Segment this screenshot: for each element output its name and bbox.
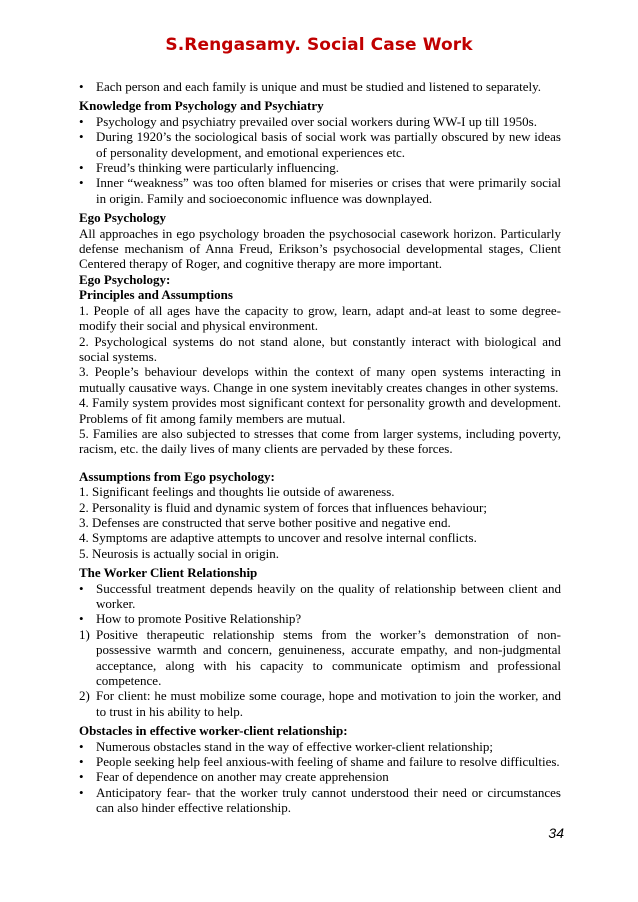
obstacles-bullet: • People seeking help feel anxious-with feeling of shame and failure to resolve difficulties. xyxy=(79,754,561,769)
psychology-bullet: • Freud’s thinking were particularly influencing. xyxy=(79,160,561,175)
relationship-numbered-item xyxy=(79,627,561,689)
page-header-title: S.Rengasamy. Social Case Work xyxy=(165,35,473,55)
principles-subheading: Principles and Assumptions xyxy=(79,287,233,303)
principle-item: 1. People of all ages have the capacity to grow, learn, adapt and-at least to some degree-modify their social and physical environment. xyxy=(79,302,561,334)
item-text: For client: he must mobilize some courage, hope and motivation to join the worker, and to trust in his ability to help. xyxy=(96,688,561,719)
ego-psychology-heading-2: Ego Psychology: xyxy=(79,271,171,287)
relationship-bullet: • How to promote Positive Relationship? xyxy=(79,611,561,626)
assumption-item: 2. Personality is fluid and dynamic system of forces that influences behaviour; xyxy=(79,499,487,515)
assumption-item: 3. Defenses are constructed that serve bother positive and negative end. xyxy=(79,514,451,530)
item-text: Positive therapeutic relationship stems from the worker’s demonstration of non-possessive warmth and concern, genuineness, accurate empathy, and non-judgmental acceptance, along with his capacity to communicate optimism and professional competence. xyxy=(96,626,561,689)
ego-psychology-heading: Ego Psychology xyxy=(79,210,167,226)
obstacles-bullet: • Anticipatory fear- that the worker truly cannot understood their need or circumstances can also hinder effective relationship. xyxy=(79,785,561,816)
principle-item: 4. Family system provides most significant context for personality growth and development. Problems of fit among family members are mutual. xyxy=(79,395,561,426)
ego-psychology-paragraph: All approaches in ego psychology broaden the psychosocial casework horizon. Particularly defense mechanism of Anna Freud, Erikson’s psychosocial developmental stages, Client Centered therapy of Roger, and cognitive therapy are more important. xyxy=(79,225,561,272)
assumption-item: 5. Neurosis is actually social in origin. xyxy=(79,545,280,561)
psychology-heading: Knowledge from Psychology and Psychiatry xyxy=(79,98,324,114)
psychology-bullet: • Psychology and psychiatry prevailed over social workers during WW-I up till 1950s. xyxy=(79,114,561,129)
obstacles-heading: Obstacles in effective worker-client relationship: xyxy=(79,723,348,739)
principle-item: 2. Psychological systems do not stand alone, but constantly interact with biological and social systems. xyxy=(79,333,561,364)
intro-bullet: • Each person and each family is unique and must be studied and listened to separately. xyxy=(79,79,561,94)
item-number: 1) xyxy=(79,626,90,642)
psychology-bullet: • During 1920’s the sociological basis of social work was partially obscured by new ideas of personality development, and emotional experiences etc. xyxy=(79,129,561,160)
psychology-bullet: • Inner “weakness” was too often blamed for miseries or crises that were primarily social in origin. Family and socioeconomic influence was downplayed. xyxy=(79,175,561,206)
assumption-item: 4. Symptoms are adaptive attempts to uncover and resolve internal conflicts. xyxy=(79,530,477,546)
assumption-item: 1. Significant feelings and thoughts lie outside of awareness. xyxy=(79,484,395,500)
obstacles-bullet: • Numerous obstacles stand in the way of effective worker-client relationship; xyxy=(79,739,561,754)
relationship-heading: The Worker Client Relationship xyxy=(79,565,258,581)
obstacles-bullet: • Fear of dependence on another may create apprehension xyxy=(79,769,561,784)
page-number: 34 xyxy=(548,825,564,841)
relationship-numbered-item xyxy=(79,688,561,719)
page-content xyxy=(79,79,561,816)
item-number: 2) xyxy=(79,688,90,704)
assumptions-heading: Assumptions from Ego psychology: xyxy=(79,468,275,484)
principle-item: 5. Families are also subjected to stresses that come from larger systems, including poverty, racism, etc. the daily lives of many clients are pervaded by these forces. xyxy=(79,425,561,457)
relationship-bullet: • Successful treatment depends heavily on the quality of relationship between client and worker. xyxy=(79,581,561,612)
principle-item: 3. People’s behaviour develops within the context of many open systems interacting in mutually causative ways. Change in one system inevitably creates changes in other systems. xyxy=(79,364,561,395)
